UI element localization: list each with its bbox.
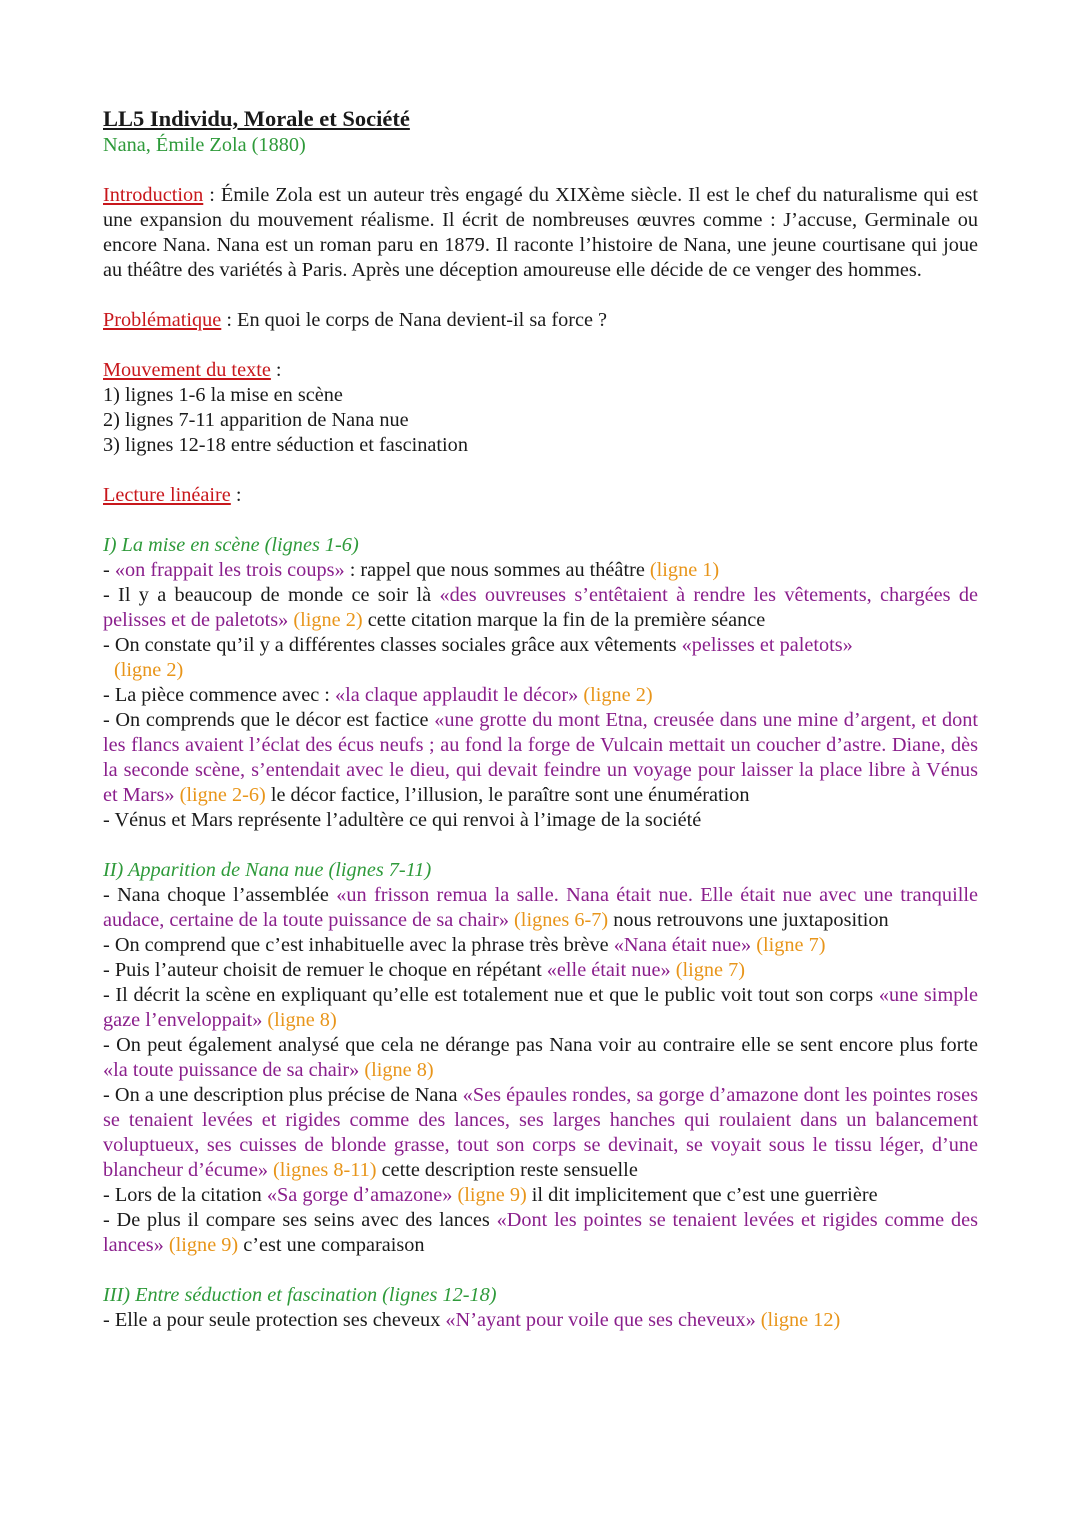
bullet — [103, 958, 978, 983]
bullet — [103, 1208, 978, 1258]
problematique-paragraph — [103, 308, 978, 333]
quote: «elle était nue» — [546, 959, 671, 981]
problematique-label: Problématique — [103, 309, 222, 331]
bullet — [103, 1083, 978, 1183]
quote: «des ouvreuses s’entêtaient à rendre les vêtements, chargées de pelisses et de paletots» — [103, 584, 978, 631]
section-heading-1: I) La mise en scène (lignes 1-6) — [103, 534, 359, 556]
bullet-text: : rappel que nous sommes au théâtre — [344, 559, 650, 581]
bullet — [103, 883, 978, 933]
line-ref: (ligne 1) — [649, 559, 720, 581]
bullet — [103, 708, 978, 808]
mouvement-item: 3) lignes 12-18 entre séduction et fascination — [103, 434, 468, 456]
document-title: LL5 Individu, Morale et Société — [103, 106, 410, 131]
section-heading-3: III) Entre séduction et fascination (lignes 12-18) — [103, 1284, 497, 1306]
introduction-label: Introduction — [103, 184, 204, 206]
bullet-text: - Elle a pour seule protection ses cheveux — [103, 1309, 446, 1331]
bullet-text: cette citation marque la fin de la première séance — [362, 609, 766, 631]
line-ref: (ligne 2) — [578, 684, 653, 706]
bullet-text: il dit implicitement que c’est une guerrière — [526, 1184, 878, 1206]
bullet — [103, 933, 978, 958]
lecture-label: Lecture linéaire — [103, 484, 231, 506]
bullet-text: - On comprend que c’est inhabituelle avec la phrase très brève — [103, 934, 614, 956]
bullet-text: le décor factice, l’illusion, le paraître sont une énumération — [265, 784, 750, 806]
bullet-text: - On constate qu’il y a différentes classes sociales grâce aux vêtements — [103, 634, 682, 656]
quote: «Ses épaules rondes, sa gorge d’amazone dont les pointes roses se tenaient levées et rigides comme des lances, ses larges hanches qui roulaient dans un balancement voluptueux, ses cuisses de blonde grasse, tout son corps se devinait, se voyait sous le tissu léger, d’une blancheur d’écume» — [103, 1084, 979, 1181]
bullet-text: - Nana choque l’assemblée — [103, 884, 337, 906]
bullet — [103, 583, 978, 633]
bullet — [103, 633, 978, 658]
bullet-text: c’est une comparaison — [238, 1234, 425, 1256]
bullet-text: cette description reste sensuelle — [376, 1159, 638, 1181]
lecture-colon: : — [230, 484, 242, 506]
problematique-text: : En quoi le corps de Nana devient-il sa force ? — [221, 309, 608, 331]
line-ref: (ligne 12) — [755, 1309, 841, 1331]
quote: «Dont les pointes se tenaient levées et rigides comme des lances» — [103, 1209, 978, 1256]
document-page — [103, 105, 978, 1333]
quote: «une simple gaze l’enveloppait» — [103, 984, 978, 1031]
quote: «Sa gorge d’amazone» — [266, 1184, 453, 1206]
bullet — [103, 1033, 978, 1083]
introduction-text: : Émile Zola est un auteur très engagé du XIXème siècle. Il est le chef du naturalisme qui est une expansion du mouvement réalisme. Il écrit de nombreuses œuvres comme : J’accuse, Germinale ou encore Nana. Nana est un roman paru en 1879. Il raconte l’histoire de Nana, une jeune courtisane qui joue au théâtre des variétés à Paris. Après une déception amoureuse elle décide de ce venger des hommes. — [103, 184, 978, 281]
line-ref: (lignes 6-7) — [508, 909, 609, 931]
line-ref: (ligne 9) — [163, 1234, 239, 1256]
bullet-continuation — [103, 658, 978, 683]
quote: «un frisson remua la salle. Nana était nue. Elle était nue avec une tranquille audace, certaine de la toute puissance de sa chair» — [103, 884, 978, 931]
introduction-paragraph — [103, 183, 978, 283]
lecture-heading — [103, 483, 978, 508]
bullet-text: - On comprends que le décor est factice — [103, 709, 435, 731]
mouvement-item: 2) lignes 7-11 apparition de Nana nue — [103, 409, 409, 431]
bullet-text: - — [103, 559, 115, 581]
line-ref: (lignes 8-11) — [267, 1159, 377, 1181]
quote: «Nana était nue» — [613, 934, 752, 956]
line-ref: (ligne 2-6) — [174, 784, 266, 806]
bullet-text: - On peut également analysé que cela ne dérange pas Nana voir au contraire elle se sent encore plus forte — [103, 1034, 978, 1056]
section-heading-2: II) Apparition de Nana nue (lignes 7-11) — [103, 859, 432, 881]
line-ref: (ligne 7) — [751, 934, 826, 956]
line-ref: (ligne 8) — [262, 1009, 337, 1031]
quote: «la toute puissance de sa chair» — [103, 1059, 360, 1081]
mouvement-item: 1) lignes 1-6 la mise en scène — [103, 384, 343, 406]
document-subtitle: Nana, Émile Zola (1880) — [103, 134, 306, 156]
bullet — [103, 1183, 978, 1208]
bullet — [103, 983, 978, 1033]
quote: «N’ayant pour voile que ses cheveux» — [445, 1309, 756, 1331]
bullet-text: - Lors de la citation — [103, 1184, 267, 1206]
line-ref: (ligne 2) — [114, 659, 184, 681]
line-ref: (ligne 7) — [670, 959, 746, 981]
quote: «on frappait les trois coups» — [114, 559, 345, 581]
bullet — [103, 558, 978, 583]
bullet-text: - La pièce commence avec : — [103, 684, 335, 706]
bullet-text: - Il décrit la scène en expliquant qu’elle est totalement nue et que le public voit tout son corps — [103, 984, 879, 1006]
mouvement-colon: : — [270, 359, 282, 381]
line-ref: (ligne 9) — [452, 1184, 527, 1206]
bullet: - Vénus et Mars représente l’adultère ce qui renvoi à l’image de la société — [103, 809, 702, 831]
line-ref: (ligne 2) — [288, 609, 363, 631]
mouvement-label: Mouvement du texte — [103, 359, 271, 381]
bullet-text: - De plus il compare ses seins avec des lances — [103, 1209, 497, 1231]
quote: «la claque applaudit le décor» — [334, 684, 579, 706]
bullet-text: - Puis l’auteur choisit de remuer le choque en répétant — [103, 959, 547, 981]
bullet-text: - Il y a beaucoup de monde ce soir là — [103, 584, 440, 606]
bullet — [103, 683, 978, 708]
line-ref: (ligne 8) — [359, 1059, 434, 1081]
quote: «pelisses et paletots» — [681, 634, 853, 656]
mouvement-heading — [103, 358, 978, 383]
bullet-text: - On a une description plus précise de Nana — [103, 1084, 463, 1106]
quote: «une grotte du mont Etna, creusée dans une mine d’argent, et dont les flancs avaient l’éclat des écus neufs ; au fond la forge de Vulcain mettait un coucher d’astre. Diane, dès la seconde scène, s’entendait avec le dieu, qui devait feindre un voyage pour laisser la place libre à Vénus et Mars» — [103, 709, 978, 806]
bullet-text: nous retrouvons une juxtaposition — [608, 909, 889, 931]
bullet — [103, 1308, 978, 1333]
